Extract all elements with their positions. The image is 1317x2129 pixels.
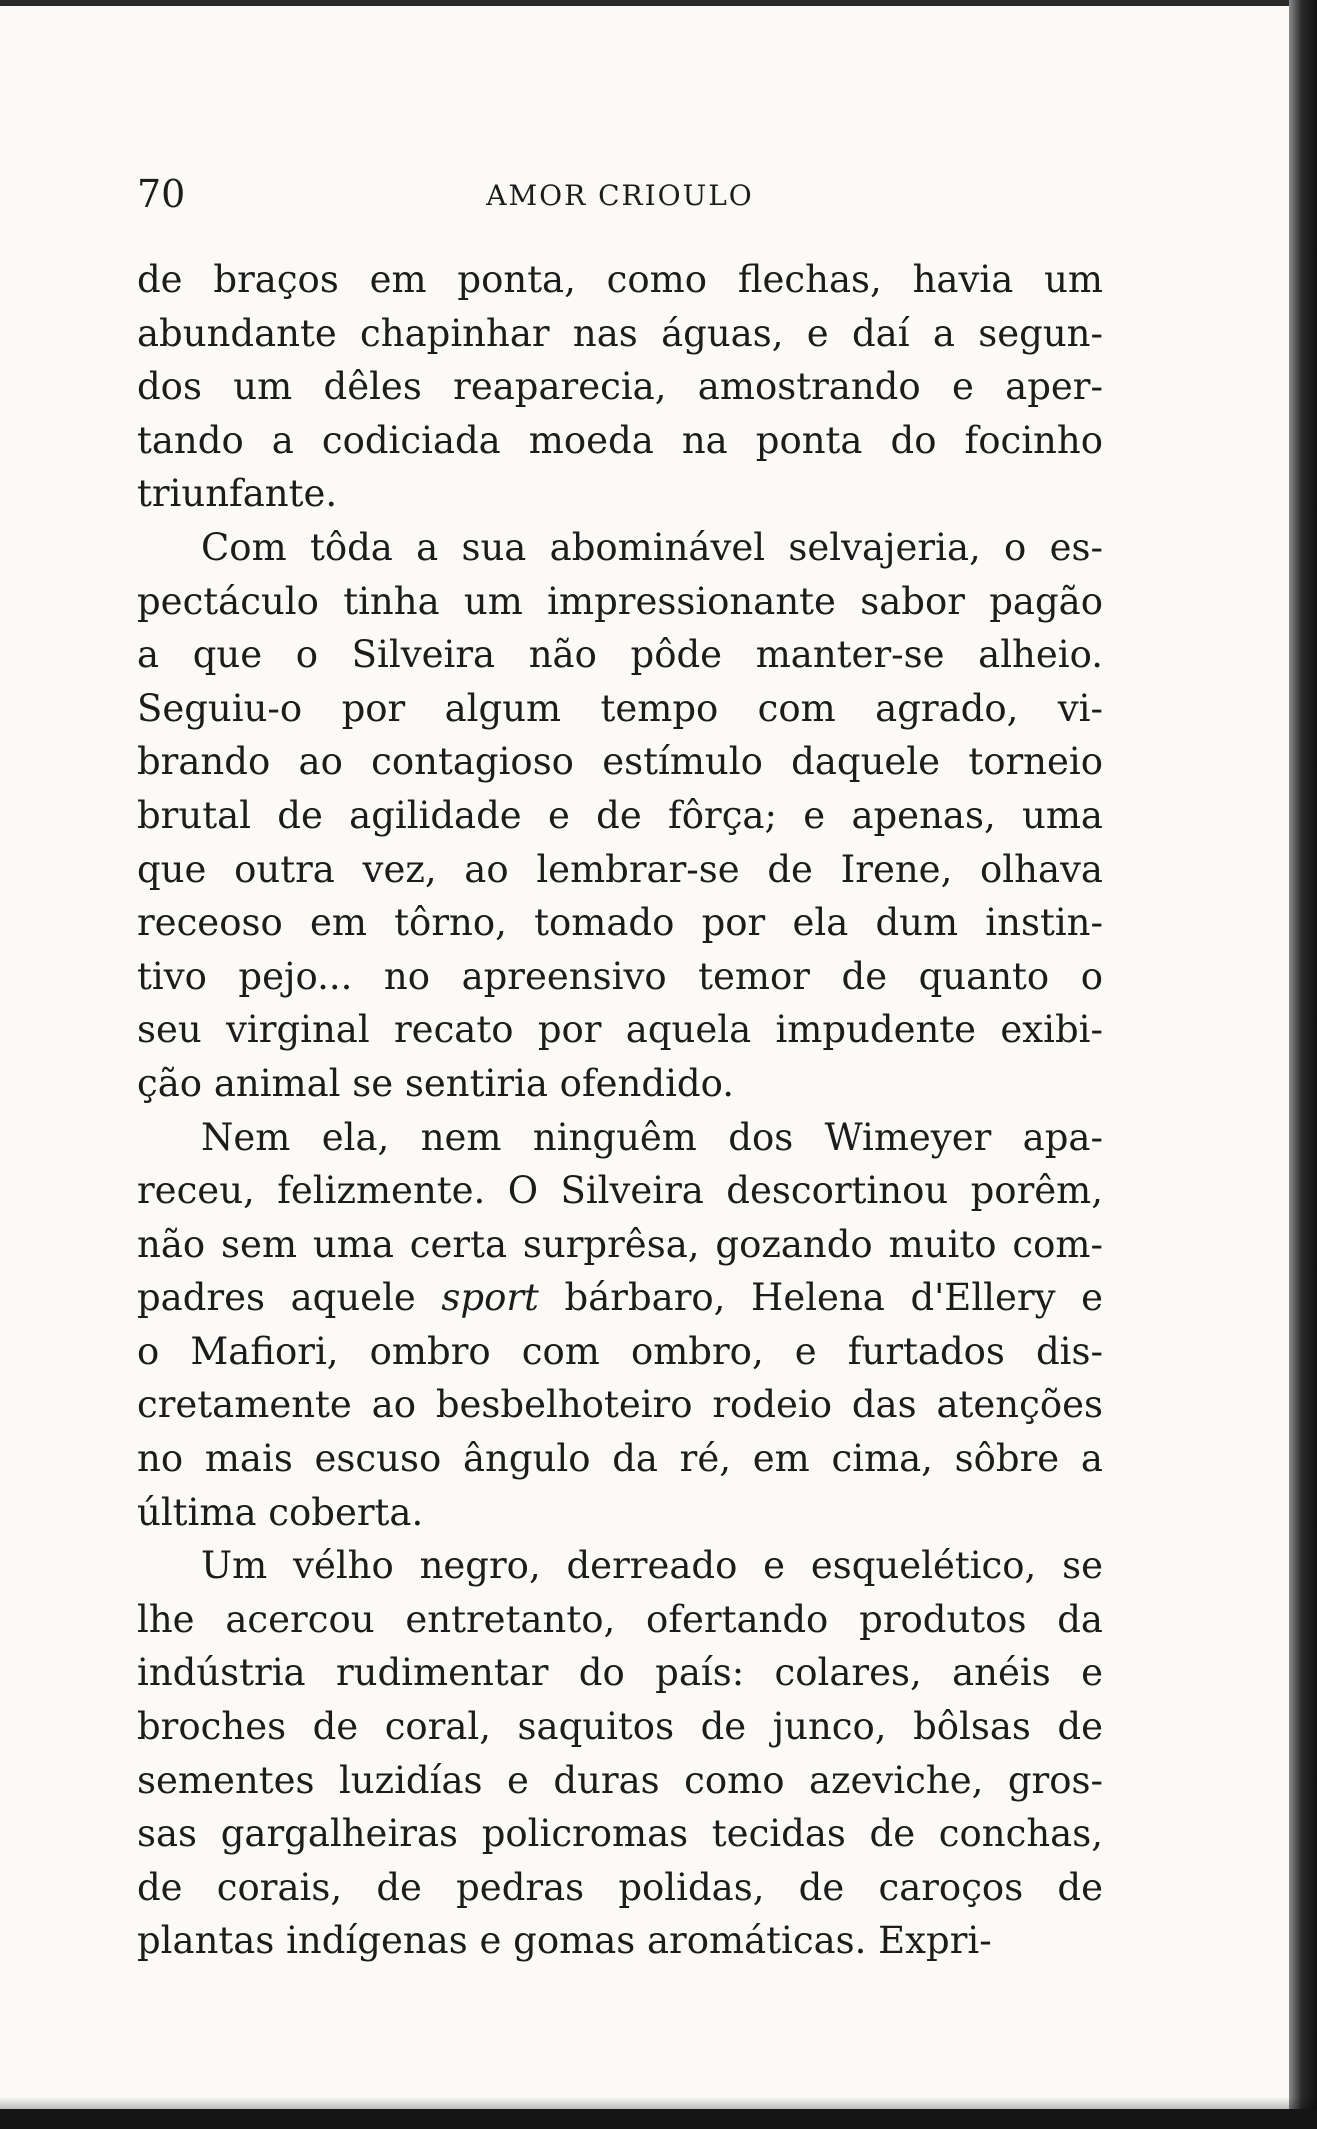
scan-top-edge xyxy=(0,0,1317,6)
text-line: Nem ela, nem ninguêm dos Wimeyer apa- xyxy=(201,1115,1103,1159)
text-line: broches de coral, saquitos de junco, bôlsas de xyxy=(137,1705,1103,1749)
text-line: sas gargalheiras policromas tecidas de conchas, xyxy=(137,1812,1103,1856)
paragraph xyxy=(137,1539,1103,1968)
text-line: brando ao contagioso estímulo daquele torneio xyxy=(137,740,1103,784)
text-line: receoso em tôrno, tomado por ela dum instin- xyxy=(137,901,1103,945)
text-line: padres aquele sport bárbaro, Helena d'Ellery e xyxy=(137,1276,1103,1320)
running-head xyxy=(137,168,1103,220)
text-line: triunfante. xyxy=(137,472,338,516)
text-line: sementes luzidías e duras como azeviche, gros- xyxy=(137,1758,1103,1802)
text-line: abundante chapinhar nas águas, e daí a segun- xyxy=(137,311,1103,355)
book-spine-edge xyxy=(1289,0,1317,2129)
text-line: de braços em ponta, como flechas, havia um xyxy=(137,258,1103,301)
text-line: Um vélho negro, derreado e esquelético, se xyxy=(201,1544,1103,1588)
page-number: 70 xyxy=(137,172,186,216)
text-line: ção animal se sentiria ofendido. xyxy=(137,1061,734,1105)
body-text xyxy=(137,253,1103,1968)
text-line: brutal de agilidade e de fôrça; e apenas, uma xyxy=(137,793,1103,837)
text-line: tivo pejo... no apreensivo temor de quanto o xyxy=(137,954,1103,998)
text-line: Seguiu-o por algum tempo com agrado, vi- xyxy=(137,686,1103,730)
paragraph xyxy=(137,521,1103,1111)
text-line: não sem uma certa surprêsa, gozando muito com- xyxy=(137,1222,1103,1266)
text-line: pectáculo tinha um impressionante sabor pagão xyxy=(137,579,1103,623)
text-line: tando a codiciada moeda na ponta do focinho xyxy=(137,418,1103,462)
scan-bottom-edge xyxy=(0,2109,1317,2129)
text-line: plantas indígenas e gomas aromáticas. Expri- xyxy=(137,1919,992,1963)
text-line: de corais, de pedras polidas, de caroços de xyxy=(137,1865,1103,1909)
text-line: cretamente ao besbelhoteiro rodeio das atenções xyxy=(137,1383,1103,1427)
running-title: AMOR CRIOULO xyxy=(486,179,754,212)
text-line: o Mafiori, ombro com ombro, e furtados dis- xyxy=(137,1329,1103,1373)
text-line: Com tôda a sua abominável selvajeria, o es- xyxy=(201,525,1103,569)
paragraph xyxy=(137,253,1103,521)
text-line: indústria rudimentar do país: colares, anéis e xyxy=(137,1651,1103,1695)
text-line: última coberta. xyxy=(137,1490,424,1534)
text-line: seu virginal recato por aquela impudente exibi- xyxy=(137,1008,1103,1052)
text-line: lhe acercou entretanto, ofertando produtos da xyxy=(137,1597,1103,1641)
text-line: receu, felizmente. O Silveira descortinou porêm, xyxy=(137,1169,1103,1213)
text-line: no mais escuso ângulo da ré, em cima, sôbre a xyxy=(137,1437,1103,1481)
text-line: que outra vez, ao lembrar-se de Irene, olhava xyxy=(137,847,1103,891)
text-line: dos um dêles reaparecia, amostrando e aper- xyxy=(137,365,1103,409)
scan-bottom-shadow xyxy=(0,2097,1317,2109)
paragraph xyxy=(137,1111,1103,1540)
text-line: a que o Silveira não pôde manter-se alheio. xyxy=(137,633,1103,677)
